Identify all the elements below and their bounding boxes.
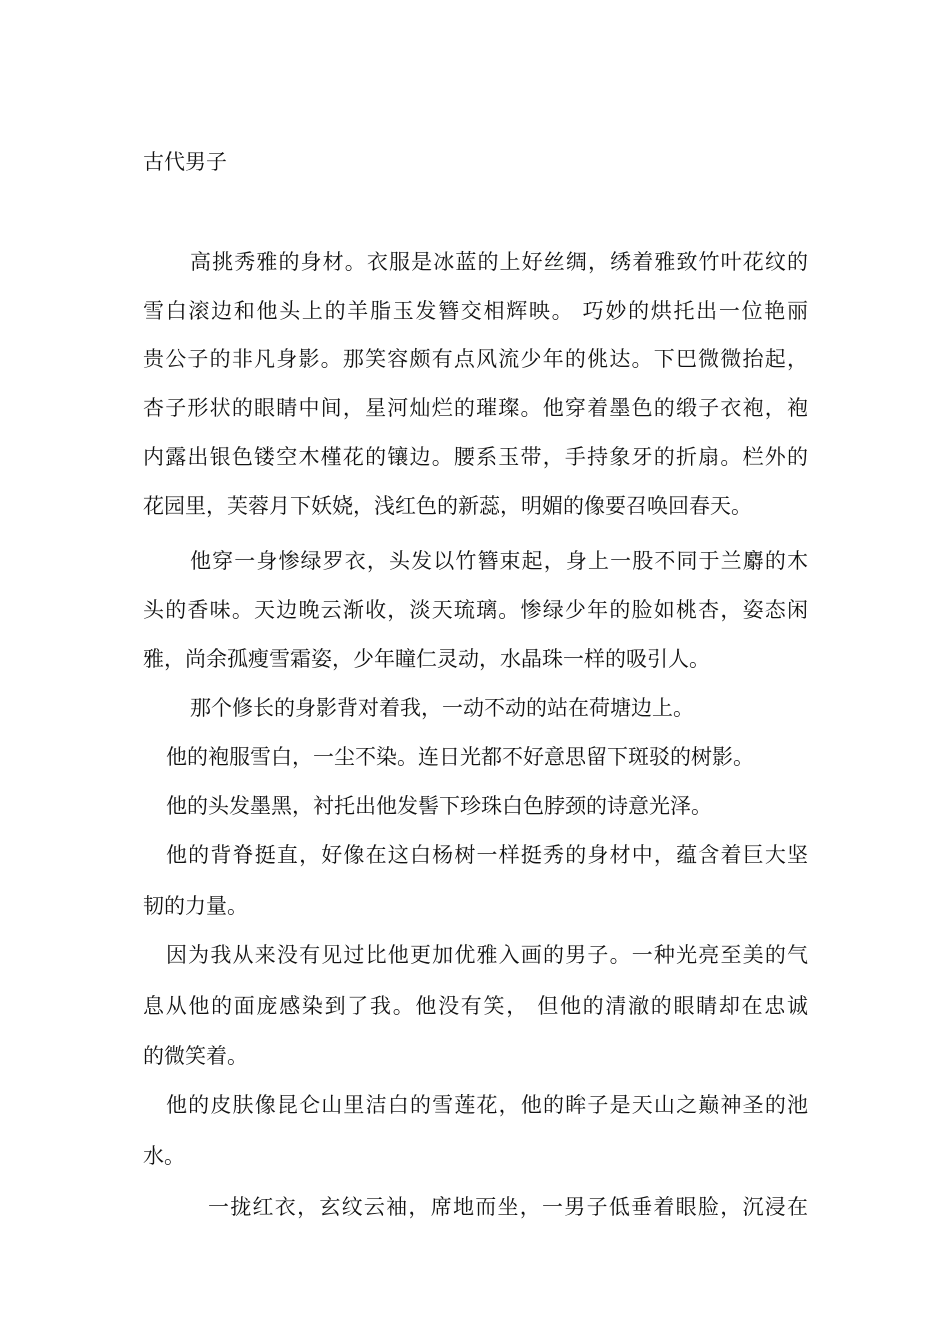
text-line: 雪白滚边和他头上的羊脂玉发簪交相辉映。 巧妙的烘托出一位艳丽	[143, 299, 808, 323]
text-line: 内露出银色镂空木槿花的镶边。腰系玉带，手持象牙的折扇。栏外的	[143, 445, 808, 469]
text-line: 他的皮肤像昆仑山里洁白的雪莲花，他的眸子是天山之巅神圣的池	[166, 1093, 808, 1117]
text-line: 他的袍服雪白，一尘不染。连日光都不好意思留下斑驳的树影。	[166, 745, 754, 769]
text-line: 花园里，芙蓉月下妖娆，浅红色的新蕊，明媚的像要召唤回春天。	[143, 494, 752, 518]
text-line: 一拢红衣，玄纹云袖，席地而坐，一男子低垂着眼脸，沉浸在	[208, 1195, 808, 1219]
text-line: 的微笑着。	[143, 1044, 248, 1068]
text-line: 头的香味。天边晚云渐收，淡天琉璃。惨绿少年的脸如桃杏，姿态闲	[143, 598, 808, 622]
text-line: 高挑秀雅的身材。衣服是冰蓝的上好丝绸，绣着雅致竹叶花纹的	[190, 250, 808, 274]
text-line: 贵公子的非凡身影。那笑容颇有点风流少年的佻达。下巴微微抬起，	[143, 347, 808, 371]
text-line: 韧的力量。	[143, 894, 248, 918]
text-line: 雅，尚余孤瘦雪霜姿，少年瞳仁灵动，水晶珠一样的吸引人。	[143, 647, 710, 671]
text-line: 杏子形状的眼睛中间，星河灿烂的璀璨。他穿着墨色的缎子衣袍，袍	[143, 396, 808, 420]
text-line: 他穿一身惨绿罗衣，头发以竹簪束起，身上一股不同于兰麝的木	[190, 549, 808, 573]
text-line: 息从他的面庞感染到了我。他没有笑， 但他的清澈的眼睛却在忠诚	[143, 994, 808, 1018]
text-line: 他的头发墨黑，衬托出他发髻下珍珠白色脖颈的诗意光泽。	[166, 794, 712, 818]
text-line: 那个修长的身影背对着我，一动不动的站在荷塘边上。	[190, 696, 694, 720]
text-line: 他的背脊挺直，好像在这白杨树一样挺秀的身材中，蕴含着巨大坚	[166, 843, 808, 867]
text-line: 因为我从来没有见过比他更加优雅入画的男子。一种光亮至美的气	[166, 943, 808, 967]
document-title: 古代男子	[143, 150, 227, 174]
text-line: 水。	[143, 1144, 185, 1168]
